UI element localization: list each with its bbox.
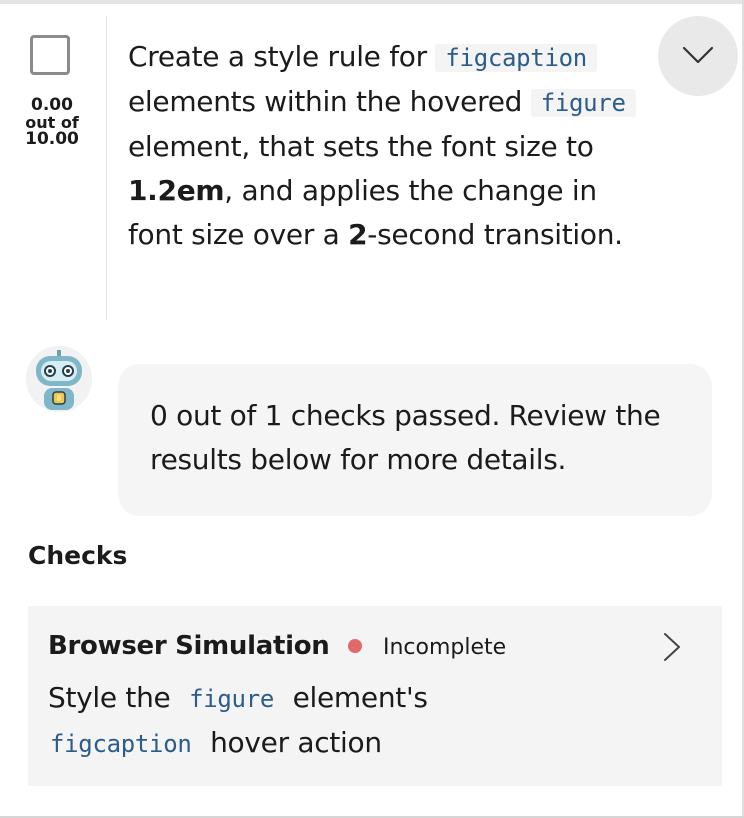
task-score [18,97,86,148]
bot-message-text: 0 out of 1 checks passed. Review the results below for more details. [150,399,661,476]
check-card-browser-simulation[interactable] [28,606,722,786]
bot-message-bubble [118,364,712,516]
check-status: Incomplete [383,635,507,660]
task-text-part: -second transition. [367,218,623,251]
check-desc-part: Style the [48,681,180,714]
status-dot-icon [348,639,362,653]
check-desc-part: element's [284,681,428,714]
score-value: 0.00 [31,95,73,115]
transition-seconds-value: 2 [348,218,368,251]
code-figcaption: figcaption [435,44,597,72]
task-text-part: , and applies the change in font size over a [128,174,597,251]
expand-task-button[interactable] [658,16,738,96]
check-desc-part: hover action [201,726,382,759]
task-divider [106,16,107,320]
chevron-right-icon [662,632,682,662]
task-text-part: elements within the hovered [128,85,531,118]
check-description [48,676,648,766]
robot-avatar [26,346,92,412]
task-instructions [128,35,648,257]
check-title: Browser Simulation [48,631,330,661]
score-out-of-label: out of [25,113,79,132]
chevron-down-icon [682,44,714,66]
task-complete-checkbox[interactable] [30,35,70,75]
task-text-part: Create a style rule for [128,40,436,73]
code-figure: figure [179,685,284,713]
score-max: 10.00 [25,129,79,149]
code-figcaption: figcaption [38,730,202,758]
font-size-value: 1.2em [128,174,225,207]
checks-heading: Checks [28,541,128,570]
robot-icon [26,346,92,412]
top-divider [0,0,744,4]
task-text-part: element, that sets the font size to [128,130,594,163]
code-figure: figure [531,89,636,117]
